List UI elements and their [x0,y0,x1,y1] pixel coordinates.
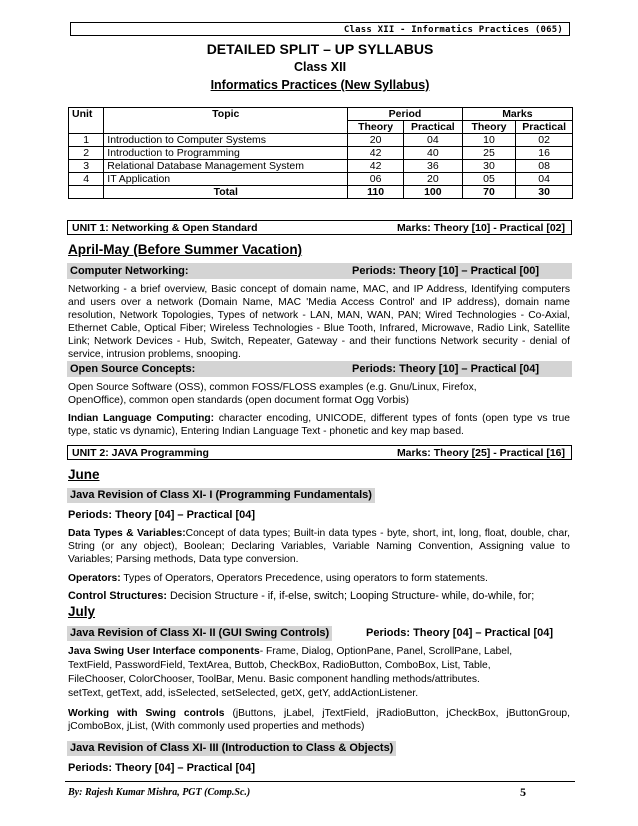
cn-heading-band [67,263,572,279]
page-number: 5 [520,785,526,799]
osc-text-2: OpenOffice), common open standards (open document format Ogg Vorbis) [68,395,409,406]
table-row [69,173,573,186]
cs-paragraph [68,590,570,603]
cs-text: Decision Structure - if, if-else, switch; Looping Structure- while, do-while, for; [166,590,535,602]
col-unit: Unit [69,108,104,121]
cn-text: Networking - a brief overview, Basic concept of domain name, MAC, and IP Address, Identifying computers and users over a network (Domain Name, MAC 'Media Access Control' and IP address), domain name resolution, Network Topologies, Types of network - LAN, MAN, WAN, PAN; Wired Technologies - Co-Axial, Ethernet Cable, Optical Fiber; Wireless Technologies - Blue Tooth, Infrared, Microwave, Radio Link, Satellite Link; Network Devices - Hub, Switch, Repeater, Gateway - and their functions Network security - denial of service, intrusion problems, snooping. [68,284,570,360]
sub-period-theory: Theory [348,121,404,134]
cell-unit: 2 [69,147,104,160]
swing-paragraph [68,645,570,658]
unit2-header [67,445,572,460]
cell-unit: 1 [69,134,104,147]
syllabus-table [68,107,573,199]
cell-marks-theory: 10 [462,134,516,147]
jr2-periods: Periods: Theory [04] – Practical [04] [366,627,554,639]
op-label: Operators: [68,573,121,584]
cell-topic: Relational Database Management System [104,160,348,173]
footer-divider [65,781,575,782]
osc-heading-band [67,361,572,377]
col-marks: Marks [462,108,572,121]
total-period-practical: 100 [403,186,462,199]
op-text: Types of Operators, Operators Precedence, using operators to form statements. [120,573,488,584]
cell-marks-practical: 08 [516,160,573,173]
cell-marks-theory: 05 [462,173,516,186]
ilc-text: character encoding, UNICODE, different types of fonts (open type vs true type, static vs dynamic), Entering Indian Language Text - phonetic and key map based. [68,413,570,437]
cell-marks-practical: 16 [516,147,573,160]
month-june: June [68,467,100,482]
osc-text-1: Open Source Software (OSS), common FOSS/FLOSS examples (e.g. Gnu/Linux, Firefox, [68,382,477,393]
total-marks-theory: 70 [462,186,516,199]
cs-label: Control Structures: [68,590,167,602]
total-period-theory: 110 [348,186,404,199]
swing-text-3: FileChooser, ColorChooser, ToolBar, Menu. Basic component handling methods/attributes. [68,674,480,685]
op-paragraph [68,572,570,585]
cell-topic: Introduction to Programming [104,147,348,160]
running-header [70,22,570,36]
running-title: Class XII - Informatics Practices (065) [343,25,563,35]
swing-text-4: setText, getText, add, isSelected, setSelected, getX, getY, addActionListener. [68,688,419,699]
cell-unit: 4 [69,173,104,186]
swing-text-2: TextField, PasswordField, TextArea, Buttob, CheckBox, RadioButton, ComboBox, List, Table, [68,660,491,671]
jr3-periods: Periods: Theory [04] – Practical [04] [68,762,256,774]
cell-marks-practical: 02 [516,134,573,147]
table-row [69,134,573,147]
month-april-may: April-May (Before Summer Vacation) [68,242,303,257]
cell-marks-practical: 04 [516,173,573,186]
cell-topic: IT Application [104,173,348,186]
cell-marks-theory: 25 [462,147,516,160]
sub-marks-theory: Theory [462,121,516,134]
wsc-text: (jButtons, jLabel, jTextField, jRadioButton, jCheckBox, jButtonGroup, jComboBox, jList, (With commonly used properties and methods) [68,708,571,732]
col-topic: Topic [104,108,348,121]
cn-periods: Periods: Theory [10] – Practical [00] [352,265,540,277]
dt-label: Data Types & Variables: [68,528,186,539]
sub-marks-practical: Practical [516,121,573,134]
cell-period-practical: 04 [403,134,462,147]
doc-subject: Informatics Practices (New Syllabus) [210,78,430,92]
cell-period-practical: 40 [403,147,462,160]
cell-period-theory: 42 [348,147,404,160]
cn-heading: Computer Networking: [70,265,189,277]
footer [68,787,568,798]
swing-text-1: - Frame, Dialog, OptionPane, Panel, ScrollPane, Label, [259,646,513,657]
dt-paragraph [68,527,570,566]
cell-period-theory: 06 [348,173,404,186]
dt-text: Concept of data types; Built-in data types - byte, short, int, long, float, double, char, String (or any object), Boolean; Declaring Variables, Variable Naming Convention, Assigning value to Variables; Parsing methods, Data type conversion. [68,528,570,565]
total-marks-practical: 30 [516,186,573,199]
wsc-label: Working with Swing controls [68,708,225,719]
ilc-paragraph [68,412,570,438]
wsc-paragraph [68,707,570,733]
unit1-header [67,220,572,235]
doc-class: Class XII [293,60,347,74]
jr1-heading: Java Revision of Class XI- I (Programming Fundamentals) [67,488,375,503]
col-period: Period [348,108,462,121]
doc-title: DETAILED SPLIT – UP SYLLABUS [206,41,434,57]
cell-topic: Introduction to Computer Systems [104,134,348,147]
sub-period-practical: Practical [403,121,462,134]
unit1-title: UNIT 1: Networking & Open Standard [72,222,258,234]
swing-label: Java Swing User Interface components [68,646,260,657]
total-label: Total [104,186,348,199]
jr3-heading: Java Revision of Class XI- III (Introduction to Class & Objects) [67,741,396,756]
cell-period-theory: 42 [348,160,404,173]
table-row [69,160,573,173]
table-total-row [69,186,573,199]
jr1-periods: Periods: Theory [04] – Practical [04] [68,509,256,521]
unit2-title: UNIT 2: JAVA Programming [72,447,209,459]
unit1-marks: Marks: Theory [10] - Practical [02] [396,222,565,234]
month-july: July [68,604,96,619]
cell-unit: 3 [69,160,104,173]
osc-periods: Periods: Theory [10] – Practical [04] [352,363,540,375]
jr2-heading: Java Revision of Class XI- II (GUI Swing Controls) [67,626,332,641]
cell-period-practical: 36 [403,160,462,173]
ilc-label: Indian Language Computing: [68,413,215,424]
osc-heading: Open Source Concepts: [70,363,196,375]
table-row [69,147,573,160]
cell-period-practical: 20 [403,173,462,186]
footer-author: By: Rajesh Kumar Mishra, PGT (Comp.Sc.) [68,787,251,798]
cell-marks-theory: 30 [462,160,516,173]
cell-period-theory: 20 [348,134,404,147]
unit2-marks: Marks: Theory [25] - Practical [16] [396,447,565,459]
